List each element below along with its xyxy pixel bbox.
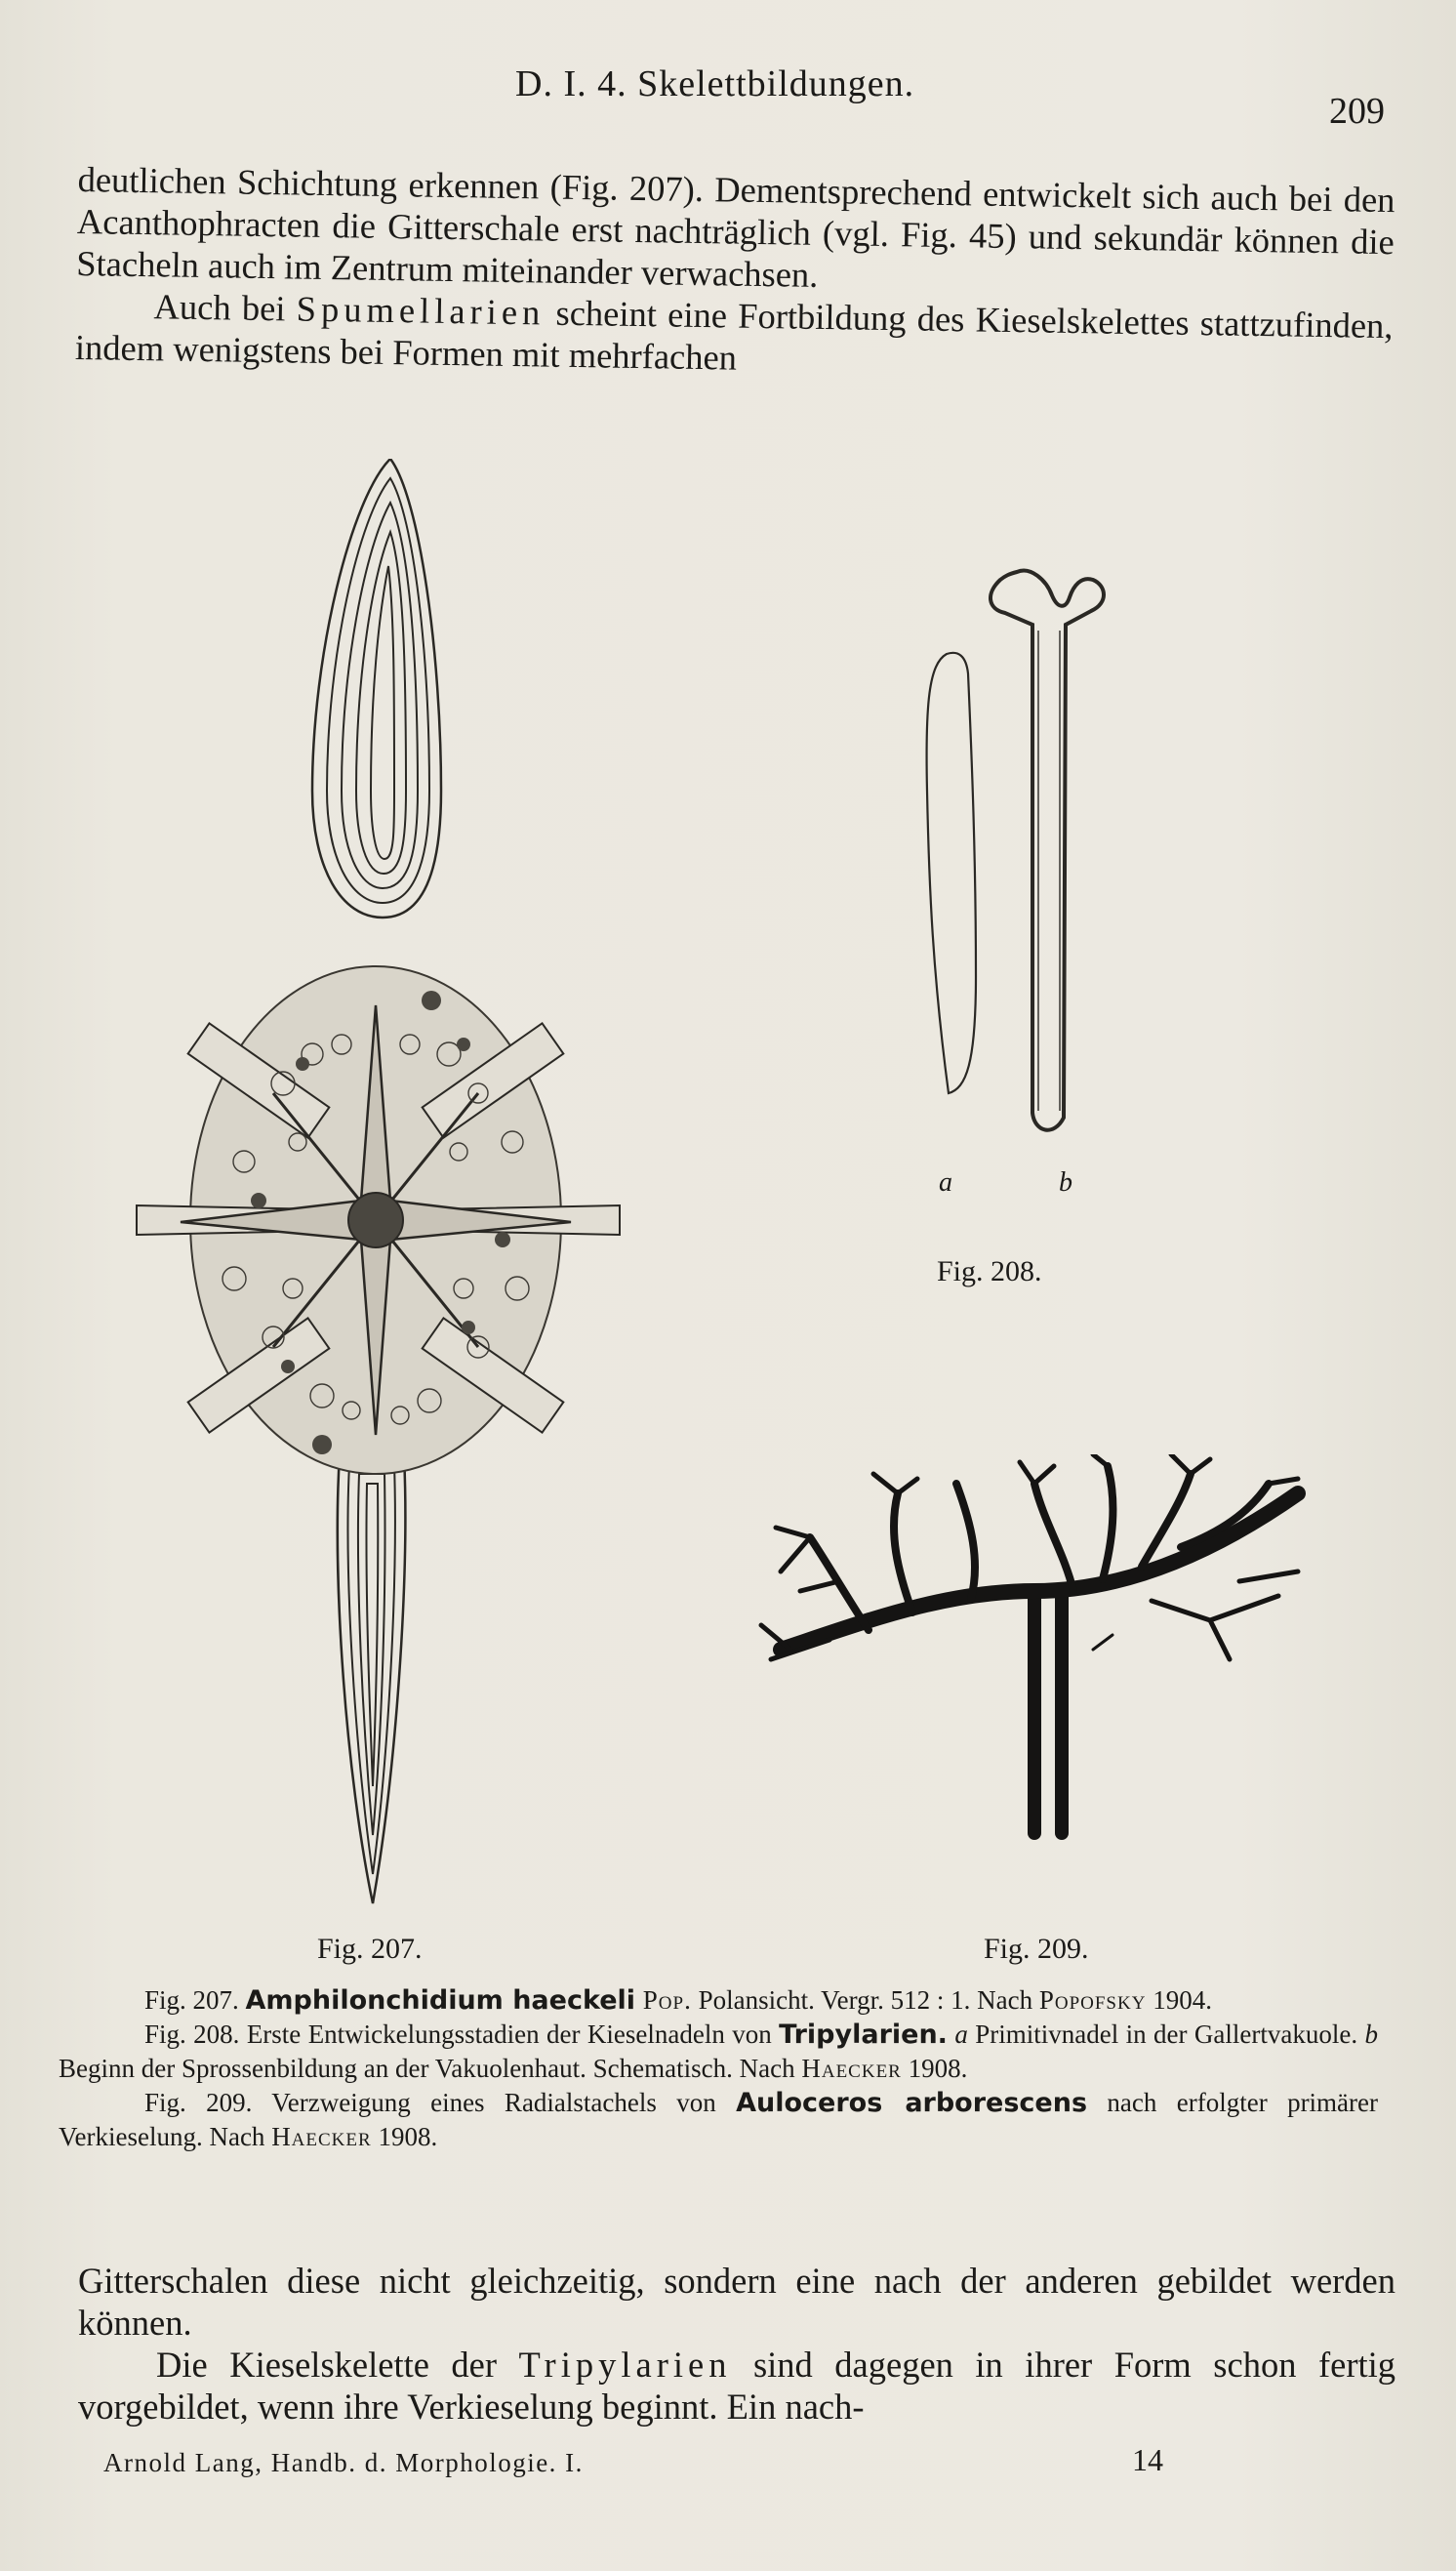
running-title: D. I. 4. Skelettbildungen. [515,63,915,104]
fig-208-label: Fig. 208. [937,1255,1042,1287]
caption-text: 1904. [1146,1985,1212,2015]
fig-207-label: Fig. 207. [317,1933,423,1965]
top-text-block [75,158,1395,388]
reference-author: Haecker [801,2054,902,2083]
caption-text: nach erfolgter primärer Verkieselung. Nach [59,2088,1379,2151]
caption-text: 1908. [371,2122,438,2151]
footer-reference: Arnold Lang, Handb. d. Morphologie. I. [103,2448,584,2477]
needle-a [927,653,976,1093]
text-run: Die Kieselskelette der [156,2345,519,2385]
caption-text: Polansicht. Vergr. 512 : 1. Nach [691,1985,1039,2015]
reference-author: Haecker [271,2122,372,2151]
page-footer [0,2442,1456,2481]
paragraph [78,2344,1395,2428]
fig-207-illustration [127,459,634,1913]
text-run: Auch bei [153,286,298,329]
author-name: Pop. [635,1985,692,2015]
signature-number: 14 [1132,2442,1163,2477]
caption-fig-208 [59,2018,1378,2086]
fig-208-sub-b: b [1059,1167,1072,1198]
species-name: Amphilonchidium haeckeli [245,1985,636,2016]
bottom-text-block [78,2260,1395,2428]
sub-label-b: b [1364,2020,1378,2049]
fig-208-sub-a: a [939,1167,952,1198]
caption-fig-209 [59,2086,1378,2154]
sub-label-a: a [947,2020,968,2049]
paragraph: Gitterschalen diese nicht gleichzeitig, sondern eine nach der anderen gebildet werden können. [78,2261,1395,2343]
caption-text: Fig. 207. [144,1985,246,2015]
text-run: sind dagegen in ihrer Form schon fertig vorgebildet, wenn ihre Verkieselung beginnt. Ein nach- [78,2345,1396,2427]
fig-209-illustration [751,1454,1317,1845]
text-run: scheint eine Fortbildung des Kieselskelettes stattzufinden, indem wenigstens bei Formen mit mehrfachen [74,292,1394,378]
caption-text: 1908. [901,2054,968,2083]
caption-text: Fig. 209. Verzweigung eines Radialstachels von [144,2088,737,2117]
species-name: Auloceros arborescens [736,2088,1088,2118]
fig-208-illustration [908,566,1142,1152]
caption-text: Beginn der Sprossenbildung an der Vakuolenhaut. Schematisch. Nach [59,2054,802,2083]
taxon-name: Tripylarien. [779,2020,948,2050]
spaced-term: Spumellarien [296,288,546,333]
caption-fig-207 [59,1983,1378,2018]
needle-b [991,571,1104,1130]
figure-captions [59,1983,1378,2154]
spaced-term: Tripylarien [518,2345,732,2385]
paragraph: deutlichen Schichtung erkennen (Fig. 207). Dementsprechend entwickelt sich auch bei den Acanthophracten die Gitterschale erst nachträglich (vgl. Fig. 45) und sekundär können die Stacheln auch im Zentrum miteinander verwachsen. [75,158,1395,295]
caption-text: Fig. 208. Erste Entwickelungsstadien der Kieselnadeln von [144,2020,780,2049]
running-head [0,62,1456,132]
fig-209-label: Fig. 209. [984,1933,1089,1965]
page-number: 209 [1329,91,1385,132]
caption-text: Primitivnadel in der Gallertvakuole. [967,2020,1365,2049]
reference-author: Popofsky [1038,1985,1147,2015]
